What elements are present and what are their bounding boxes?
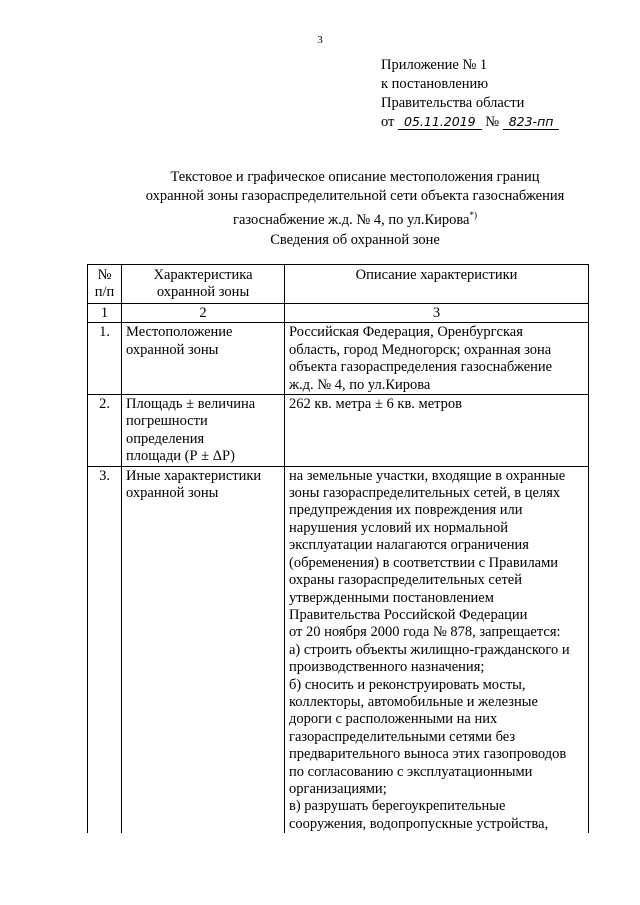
desc-line: сооружения, водопропускные устройства, (289, 815, 549, 832)
desc-line: а) строить объекты жилищно-гражданского и (289, 641, 570, 658)
desc-line: предупреждения их повреждения или (289, 502, 523, 519)
appendix-ref: к постановлению (381, 76, 489, 92)
appendix-title: Приложение № 1 (381, 57, 488, 73)
title-line-3 (60, 206, 640, 230)
desc-line: Российская Федерация, Оренбургская (289, 324, 523, 341)
title-line-1: Текстовое и графическое описание местоположения границ (170, 169, 540, 185)
title-line-3-text: газоснабжение ж.д. № 4, по ул.Кирова (233, 211, 470, 228)
table-row (88, 466, 589, 833)
desc-line: предварительного выноса этих газопроводов (289, 746, 567, 763)
desc-line: эксплуатации налагаются ограничения (289, 537, 529, 554)
handwritten-number: 823-пп (503, 115, 560, 130)
footnote-mark: *) (469, 210, 477, 220)
row-description (285, 466, 589, 833)
row-characteristic (122, 395, 285, 467)
row-num: 2. (88, 395, 122, 467)
name-line: погрешности (126, 413, 208, 430)
col-number-3: 3 (285, 304, 589, 323)
desc-line: (обременения) в соответствии с Правилами (289, 554, 559, 571)
date-prefix: от (381, 114, 395, 130)
desc-line: по согласованию с эксплуатационными (289, 763, 533, 780)
section-subtitle: Сведения об охранной зоне (270, 232, 440, 248)
desc-line: от 20 ноября 2000 года № 878, запрещается: (289, 624, 561, 641)
row-num: 3. (88, 466, 122, 833)
document-title (60, 168, 640, 230)
desc-line: 262 кв. метра ± 6 кв. метров (289, 396, 463, 413)
desc-line: дороги с расположенными на них (289, 711, 498, 728)
col-number-1: 1 (88, 304, 122, 323)
desc-line: ж.д. № 4, по ул.Кирова (289, 376, 431, 393)
desc-line: Правительства Российской Федерации (289, 606, 528, 623)
row-description (285, 395, 589, 467)
header-characteristic: Характеристика охранной зоны (122, 265, 285, 304)
desc-line: в) разрушать берегоукрепительные (289, 798, 506, 815)
desc-line: утвержденными постановлением (289, 589, 494, 606)
table-row (88, 395, 589, 467)
number-prefix: № (485, 114, 500, 130)
desc-line: производственного назначения; (289, 659, 485, 676)
appendix-authority: Правительства области (381, 95, 525, 111)
header-description: Описание характеристики (285, 265, 589, 304)
desc-line: на земельные участки, входящие в охранные (289, 467, 566, 484)
title-line-2: охранной зоны газораспределительной сети объекта газоснабжения (145, 188, 565, 204)
handwritten-date: 05.11.2019 (398, 115, 482, 130)
desc-line: область, город Медногорск; охранная зона (289, 341, 552, 358)
name-line: Иные характеристики (126, 467, 262, 484)
desc-line: зоны газораспределительных сетей, в целях (289, 485, 561, 502)
appendix-date-line (381, 113, 559, 132)
row-characteristic: Местоположение охранной зоны (122, 323, 285, 395)
col-number-2: 2 (122, 304, 285, 323)
name-line: Площадь ± величина (126, 396, 256, 413)
desc-line: объекта газораспределения газоснабжение (289, 359, 553, 376)
desc-line: б) сносить и реконструировать мосты, (289, 676, 526, 693)
table-row (88, 323, 589, 395)
desc-line: нарушения условий их нормальной (289, 519, 509, 536)
table-header-row (88, 265, 589, 304)
zone-table (87, 264, 589, 833)
desc-line: газораспределительными сетями без (289, 728, 516, 745)
row-description (285, 323, 589, 395)
name-line: охранной зоны (126, 485, 219, 502)
header-num: № п/п (88, 265, 122, 304)
row-characteristic (122, 466, 285, 833)
name-line: определения (126, 430, 205, 447)
name-line: площади (Р ± ΔР) (126, 448, 235, 465)
page-number: 3 (317, 34, 323, 46)
desc-line: организациями; (289, 780, 387, 797)
desc-line: коллекторы, автомобильные и железные (289, 693, 538, 710)
row-num: 1. (88, 323, 122, 395)
column-number-row (88, 304, 589, 323)
appendix-block (381, 56, 559, 132)
desc-line: охраны газораспределительных сетей (289, 572, 522, 589)
